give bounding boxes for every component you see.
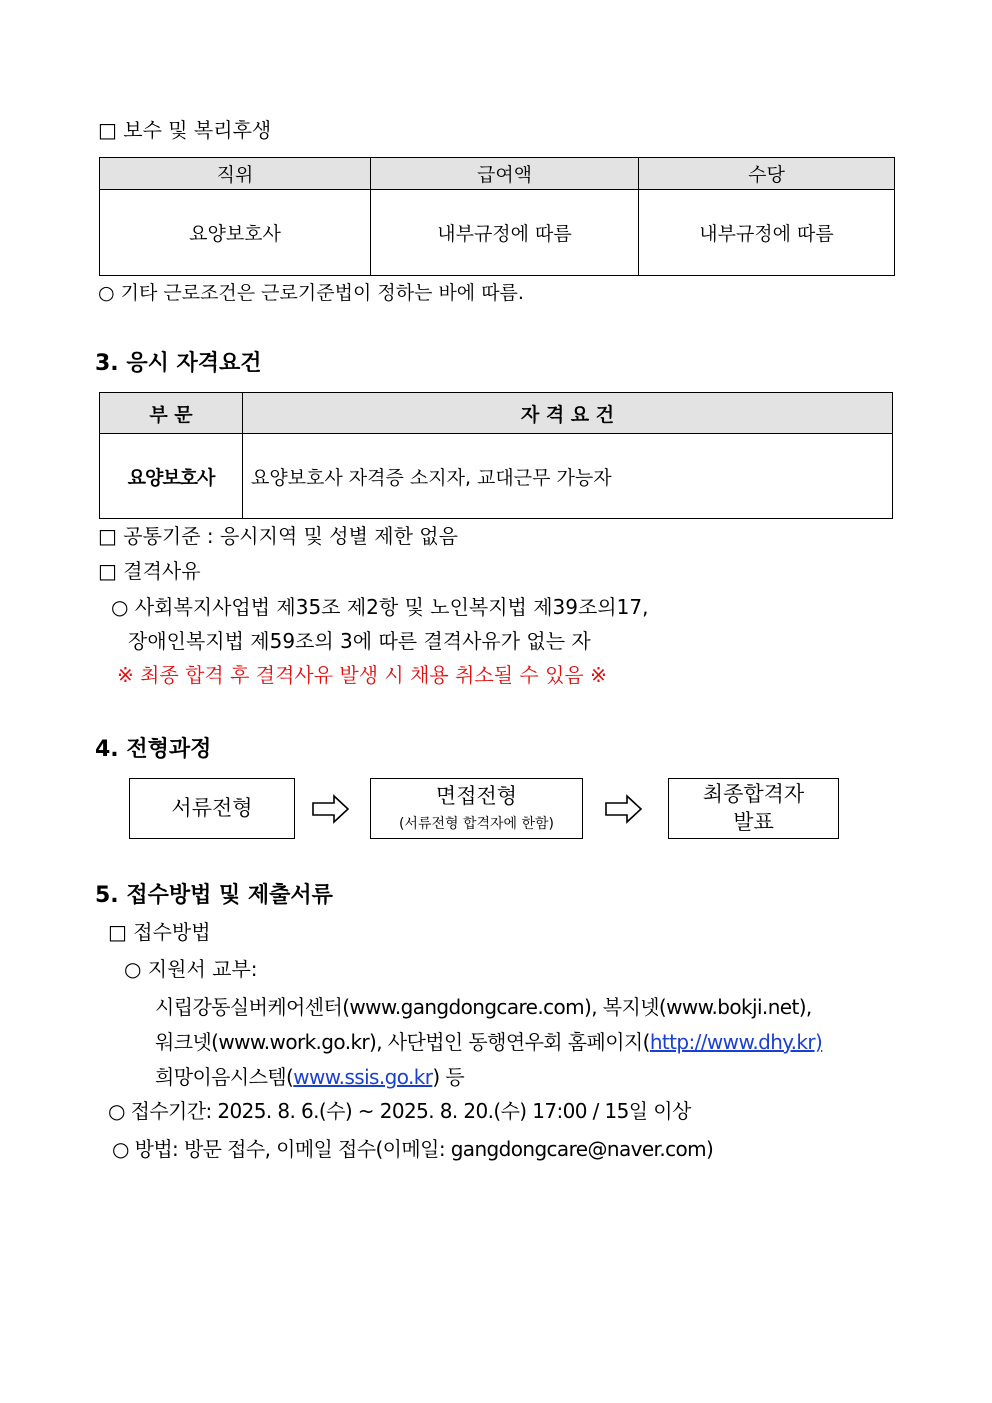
pay-header-salary: 급여액 bbox=[371, 158, 639, 190]
dhy-link[interactable]: http://www.dhy.kr) bbox=[649, 1030, 823, 1054]
step-interview-label: 면접전형 bbox=[435, 784, 518, 808]
ssis-link[interactable]: www.ssis.go.kr bbox=[293, 1065, 433, 1089]
method-line3 bbox=[155, 1061, 464, 1090]
arrow-right-icon bbox=[605, 794, 643, 824]
section3-title: 3. 응시 자격요건 bbox=[95, 351, 262, 376]
pay-note: ○ 기타 근로조건은 근로기준법이 정하는 바에 따름. bbox=[98, 282, 524, 304]
application-method: ○ 방법: 방문 접수, 이메일 접수(이메일: gangdongcare@naver.com) bbox=[112, 1137, 714, 1161]
pay-cell-salary: 내부규정에 따름 bbox=[371, 190, 639, 276]
pay-cell-allowance: 내부규정에 따름 bbox=[639, 190, 895, 276]
method-line1: 시립강동실버케어센터(www.gangdongcare.com), 복지넷(www.bokji.net), bbox=[155, 995, 812, 1019]
application-period: ○ 접수기간: 2025. 8. 6.(수) ~ 2025. 8. 20.(수) 17:00 / 15일 이상 bbox=[108, 1099, 691, 1123]
method-line3-text: 희망이음시스템( bbox=[155, 1065, 294, 1089]
step-document-review bbox=[129, 778, 295, 839]
section4-title: 4. 전형과정 bbox=[95, 737, 212, 762]
qual-cell-dept: 요양보호사 bbox=[100, 434, 243, 519]
disqualification-title: □ 결격사유 bbox=[98, 559, 201, 583]
method-title: □ 접수방법 bbox=[108, 920, 211, 944]
disqualification-warning: ※ 최종 합격 후 결격사유 발생 시 채용 취소될 수 있음 ※ bbox=[117, 663, 607, 687]
qual-cell-req: 요양보호사 자격증 소지자, 교대근무 가능자 bbox=[243, 434, 893, 519]
step-final-line2: 발표 bbox=[733, 810, 774, 834]
disqualification-line2: 장애인복지법 제59조의 3에 따른 결격사유가 없는 자 bbox=[128, 629, 591, 653]
method-line2-text: 워크넷(www.work.go.kr), 사단법인 동행연우회 홈페이지( bbox=[155, 1030, 650, 1054]
pay-header-allowance: 수당 bbox=[639, 158, 895, 190]
disqualification-line1: ○ 사회복지사업법 제35조 제2항 및 노인복지법 제39조의17, bbox=[111, 595, 649, 619]
method-bullet-distribution: ○ 지원서 교부: bbox=[124, 957, 258, 981]
step-document-review-label: 서류전형 bbox=[171, 796, 253, 820]
step-final-line1: 최종합격자 bbox=[702, 782, 805, 806]
qual-header-req: 자 격 요 건 bbox=[243, 393, 893, 434]
step-final-announcement bbox=[668, 778, 839, 839]
qual-header-dept: 부 문 bbox=[100, 393, 243, 434]
section5-title: 5. 접수방법 및 제출서류 bbox=[95, 883, 333, 908]
step-interview bbox=[370, 778, 583, 839]
method-line3-suffix: ) 등 bbox=[432, 1065, 465, 1089]
step-interview-note: (서류전형 합격자에 한함) bbox=[398, 816, 555, 832]
pay-cell-position: 요양보호사 bbox=[100, 190, 371, 276]
pay-section-title: □ 보수 및 복리후생 bbox=[98, 118, 272, 142]
qualification-table bbox=[99, 392, 893, 519]
pay-table bbox=[99, 157, 895, 276]
common-criteria: □ 공통기준 : 응시지역 및 성별 제한 없음 bbox=[98, 524, 458, 548]
pay-header-position: 직위 bbox=[100, 158, 371, 190]
arrow-right-icon bbox=[312, 794, 350, 824]
method-line2 bbox=[155, 1026, 822, 1055]
